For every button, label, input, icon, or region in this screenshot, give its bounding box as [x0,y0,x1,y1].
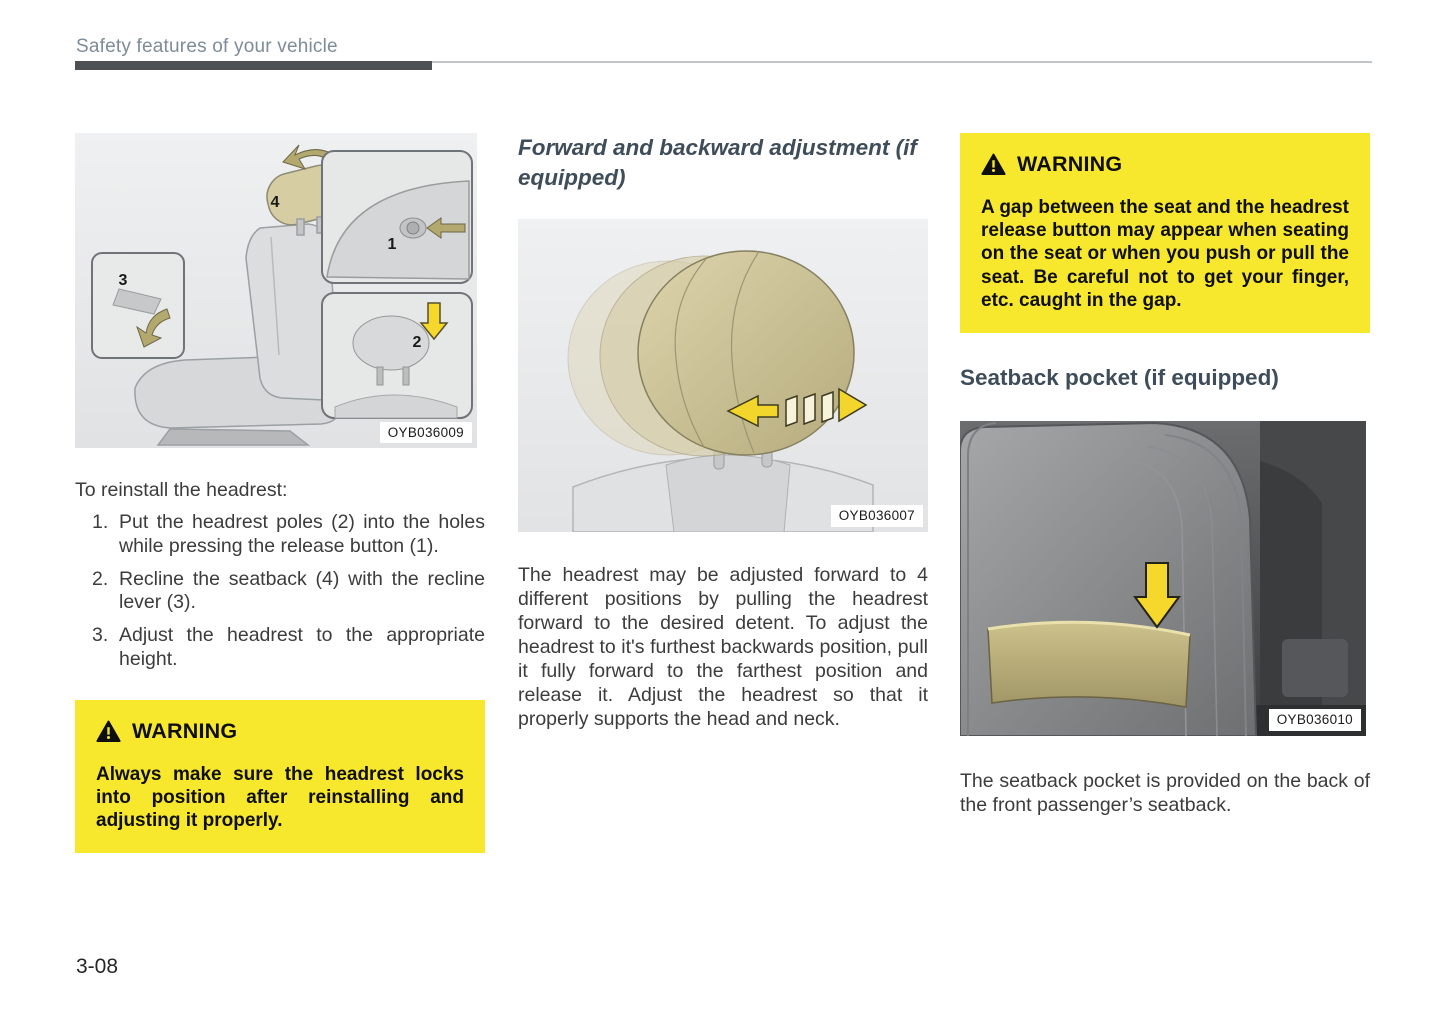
warning-triangle-icon [96,720,121,743]
adjustment-body-text: The headrest may be adjusted forward to 4 different positions by pulling the headrest forward to the desired detent. To adjust the headrest to it's furthest backwards position, pull it fully forward to the farthest position and release it. Adjust the headrest so that it properly supports the head and neck. [518,563,928,730]
section-heading-forward-backward: Forward and backward adjustment (if equipped) [518,135,917,190]
warning-box-gap [960,133,1370,333]
headrest-shape [638,251,854,455]
warning-title: WARNING [1017,152,1123,176]
header-rule-light [432,61,1372,63]
warning-box-headrest-lock [75,700,485,854]
seat-reinstall-diagram-image [75,133,477,448]
warning-header [96,719,464,744]
inset-headrest-poles [322,293,472,418]
page-number: 3-08 [76,955,119,978]
warning-text: Always make sure the headrest locks into position after reinstalling and adjusting it properly. [96,763,464,832]
figure-code-label: OYB036007 [831,505,923,527]
seatback-pocket-shape [988,622,1190,707]
headrest-adjustment-diagram-image [518,219,928,532]
left-column [75,133,485,853]
figure-code-label: OYB036010 [1269,709,1361,731]
callout-4: 4 [270,194,280,211]
figure-headrest-adjustment [518,219,928,532]
callout-2: 2 [412,334,422,351]
inset-recline-lever [92,253,184,358]
warning-title: WARNING [132,718,238,743]
callout-3: 3 [118,272,128,289]
reinstall-intro-text: To reinstall the headrest: [75,479,288,501]
list-item [92,568,485,616]
list-item-number: 3. [92,624,109,647]
warning-text: A gap between the seat and the headrest release button may appear when seating on the seat or when you push or pull the seat. Be careful not to get your finger, etc. caught in the gap. [981,197,1349,311]
figure-seatback-pocket [960,421,1366,736]
seatback-pocket-body-text: The seatback pocket is provided on the back of the front passenger’s seatback. [960,769,1370,816]
warning-header [981,152,1349,177]
reinstall-steps-list [75,511,485,672]
list-item [92,624,485,672]
figure-headrest-reinstall [75,133,477,448]
page-header-title: Safety features of your vehicle [76,36,338,57]
right-column [960,133,1370,818]
list-item-text: Put the headrest poles (2) into the holes while pressing the release button (1). [119,511,485,557]
list-item-text: Recline the seatback (4) with the recline lever (3). [119,567,485,614]
figure-code-label: OYB036009 [380,422,472,444]
list-item [92,511,485,559]
list-item-text: Adjust the headrest to the appropriate height. [119,624,485,670]
list-item-number: 2. [92,567,109,590]
seatback-pocket-diagram-image [960,421,1366,736]
callout-1: 1 [387,236,397,253]
warning-triangle-icon [981,153,1006,176]
inset-release-button [322,151,472,283]
list-item-number: 1. [92,511,109,533]
middle-column [518,133,928,732]
section-heading-seatback-pocket: Seatback pocket (if equipped) [960,364,1279,390]
header-rule-dark [75,61,432,70]
